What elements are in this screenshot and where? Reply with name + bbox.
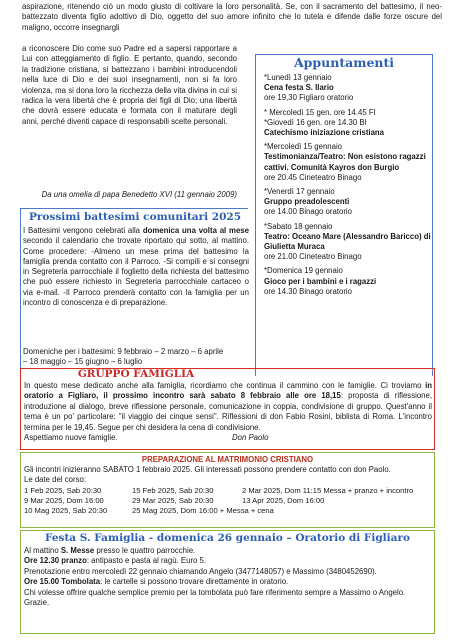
appointment-event: Teatro: Oceano Mare (Alessandro Baricco) di Giulietta Muraca: [264, 231, 431, 252]
family-signature: Don Paolo: [232, 433, 269, 443]
appointment-item: [264, 187, 432, 218]
marriage-dates-row: [24, 506, 434, 516]
intro-text-top: aspirazione, ritenendo ciò un modo giusto di coltivare la loro personalità. Se, con il sacramento del battesimo, il neo-battezzato diventa figlio adottivo di Dio, oggetto del suo amore infinito che lo tutela e difende dalle forze oscure del maligno, occorre insegnargli: [22, 2, 442, 32]
marriage-date: 2 Mar 2025, Dom 11:15 Messa + pranzo + incontro: [242, 486, 414, 495]
family-text-part: : proposta di riflessione, introduzione al dialogo, breve riflessione personale, comunicazione in coppia, condivisione di gruppo. Quest'anno il tema è un po' particolare: "il viaggio dei cinque sensi". Riflessioni di don Fabio Rosini, biblista di Roma. L'incontro termina per le 19,45. Segue per chi desidera la cena di condivisione.: [24, 391, 433, 432]
baptism-text-part: secondo il calendario che trovate riportato qui sotto, al mattino. Come procedere: -Almeno un mese prima del battesimo la famiglia prenda contatto con il Parroco. -Si compili e si consegni in Segreteria parrocchiale il foglietto della richiesta del battesimo che può essere richiesto in Segreteria parrocchiale cartaceo o via e-mail. -Il Parroco prenderà contatto con la famiglia per un incontro di conoscenza e di preparazione.: [23, 236, 249, 308]
feast-line: [24, 546, 432, 556]
intro-quote-source: Da una omelia di papa Benedetto XVI (11 gennaio 2009): [41, 190, 237, 199]
marriage-intro-line: Gli incontri inizieranno SABATO 1 febbraio 2025. Gli interessati possono prendere contatto con don Paolo.: [24, 465, 391, 474]
appointment-item: [264, 142, 432, 183]
appointments-list: [264, 73, 432, 301]
appointment-date: *Sabato 18 gennaio: [264, 221, 333, 231]
appointment-date: *Giovedì 16 gen. ore 14.30 BI: [264, 117, 367, 127]
feast-line: Prenotazione entro mercoledì 22 gennaio chiamando Angelo (3477148057) e Massimo (3480452690).: [24, 566, 377, 576]
marriage-date: 1 Feb 2025, Sab 20:30: [24, 486, 102, 495]
marriage-dates-row: [24, 486, 434, 496]
appointment-item: [264, 73, 432, 104]
appointment-date: * Mercoledì 15 gen. ore 14.45 FI: [264, 107, 376, 117]
appointment-date: *Lunedì 13 gennaio: [264, 73, 332, 82]
appointment-event: Testimonianza/Teatro: Non esistono ragazzi cattivi. Comunità Kayros don Burgio: [264, 152, 426, 172]
appointment-time-place: ore 14.30 Binago oratorio: [264, 286, 352, 296]
appointment-event: Gioco per i bambini e i ragazzi: [264, 276, 377, 286]
feast-line: [24, 556, 432, 566]
appointment-time-place: ore 20.45 Cineteatro Binago: [264, 172, 362, 182]
feast-text-emphasis: Ore 15.00 Tombolata: [24, 577, 101, 587]
marriage-dates-row: [24, 496, 434, 506]
family-group-text: [24, 381, 432, 443]
appointment-time-place: ore 19,30 Figliaro oratorio: [264, 93, 354, 103]
marriage-prep-intro: [24, 465, 432, 485]
feast-text-part: : antipasto e pasta al ragù. Euro 5.: [86, 556, 207, 566]
appointment-item: [264, 222, 432, 263]
feast-title: Festa S. Famiglia - domenica 26 gennaio – Oratorio di Figliaro: [44, 532, 410, 544]
baptism-title: Prossimi battesimi comunitari 2025: [29, 211, 241, 223]
feast-line: Chi volesse offrire qualche semplice premio per la tombolata può fare riferimento sempre a Massimo o Angelo. Grazie.: [24, 587, 406, 608]
family-closing: Aspettiamo nuove famiglie.: [24, 433, 118, 443]
family-text-emphasis: in oratorio a Figliaro, il prossimo incontro sarà sabato 8 febbraio alle ore 18,15: [24, 381, 432, 401]
feast-text-part: presso le quattro parrocchie.: [94, 546, 196, 555]
marriage-date: 25 Mag 2025, Dom 16:00 + Messa + cena: [132, 506, 274, 516]
appointment-event: Gruppo preadolescenti: [264, 197, 350, 207]
marriage-date: 13 Apr 2025, Dom 16:00: [242, 496, 325, 506]
marriage-dates-grid: [24, 486, 434, 517]
baptism-text: [23, 226, 249, 308]
appointment-date: *Venerdì 17 gennaio: [264, 187, 335, 197]
baptism-dates-line: – 18 maggio – 15 giugno – 6 luglio: [23, 357, 143, 367]
marriage-dates-label: Le date del corso:: [24, 475, 86, 485]
family-group-title: GRUPPO FAMIGLIA: [77, 368, 195, 380]
feast-text: [24, 546, 432, 608]
marriage-prep-title: PREPARAZIONE AL MATRIMONIO CRISTIANO: [141, 455, 314, 464]
marriage-date: 15 Feb 2025, Sab 20:30: [132, 486, 214, 495]
family-text-part: In questo mese dedicato anche alla famiglia, ricordiamo che continua il cammino con le famiglie. Ci troviamo: [24, 381, 426, 390]
appointment-item: [264, 108, 432, 139]
feast-text-part: Al mattino: [24, 546, 61, 555]
marriage-date: 9 Mar 2025, Dom 16:00: [24, 496, 104, 506]
appointment-date: *Mercoledì 15 gennaio: [264, 142, 343, 152]
feast-text-emphasis: Ore 12.30 pranzo: [24, 556, 87, 566]
marriage-date: 29 Mar 2025, Sab 20:30: [132, 496, 214, 506]
appointment-event: Catechismo iniziazione cristiana: [264, 128, 385, 138]
baptism-text-part: I Battesimi vengono celebrati alla: [23, 226, 143, 235]
appointment-event: Cena festa S. Ilario: [264, 83, 334, 93]
appointments-title: Appuntamenti: [293, 55, 395, 70]
appointment-item: [264, 266, 432, 297]
appointment-time-place: ore 14.00 Binago oratorio: [264, 207, 352, 217]
baptism-dates: [23, 347, 263, 368]
baptism-dates-line: Domeniche per i battesimi: 9 febbraio – 2 marzo – 6 aprile: [23, 347, 224, 356]
baptism-text-emphasis: domenica una volta al mese: [142, 226, 249, 235]
feast-text-emphasis: S. Messe: [60, 546, 95, 555]
appointment-time-place: ore 21.00 Cineteatro Binago: [264, 252, 362, 262]
feast-text-part: : le cartelle si possono trovare direttamente in oratorio.: [100, 577, 289, 587]
appointment-date: *Domenica 19 gennaio: [264, 266, 343, 276]
intro-text-left: a riconoscere Dio come suo Padre ed a sapersi rapportare a Lui con atteggiamento di figlio. E pertanto, quando, secondo la tradizione cristiana, si battezzano i bambini introducendoli nella luce di Dio e dei suoi insegnamenti, non si fa loro violenza, ma si dona loro la ricchezza della vita divina in cui si radica la vera libertà che è propria dei figli di Dio; una libertà che dovrà essere educata e formata con il maturare degli anni, perché diventi capace di responsabili scelte personali.: [22, 44, 237, 126]
feast-line: [24, 577, 432, 587]
marriage-date: 10 Mag 2025, Sab 20:30: [24, 506, 108, 516]
